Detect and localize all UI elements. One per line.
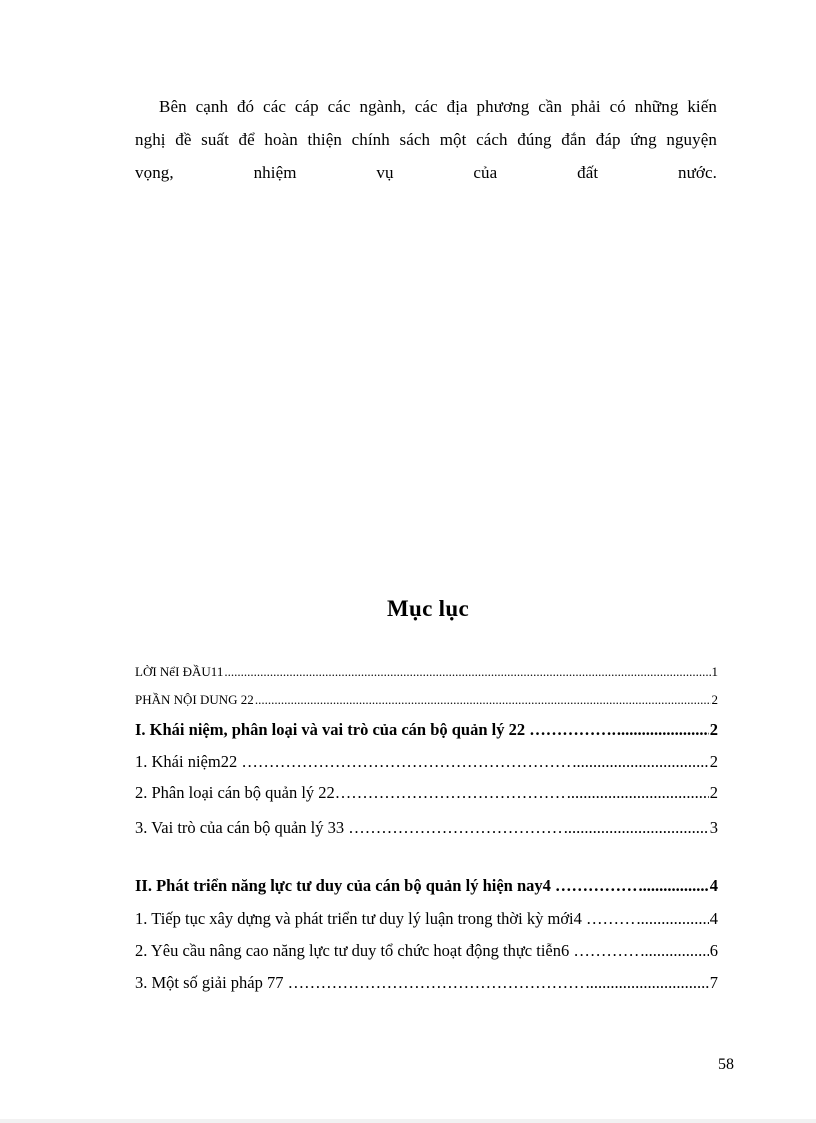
toc-entry-text: LỜI NểI ĐẦU11 — [135, 664, 224, 679]
toc-entry-2-1[interactable] — [135, 909, 718, 929]
page-number: 58 — [718, 1056, 734, 1073]
toc-entry-page: 3 — [709, 818, 718, 837]
toc-entry-page: 2 — [709, 752, 718, 771]
toc-leader-dots — [255, 692, 711, 708]
toc-entry-text: 2. Yêu cầu nâng cao năng lực tư duy tổ chức hoạt động thực tiễn6 ………… — [135, 941, 640, 960]
toc-entry-text: 2. Phân loại cán bộ quản lý 22…………………………………… — [135, 783, 566, 802]
toc-leader-dots — [586, 973, 709, 993]
toc-entry-text: 1. Tiếp tục xây dựng và phát triển tư duy lý luận trong thời kỳ mới4 ……… — [135, 909, 636, 928]
toc-entry-text: I. Khái niệm, phân loại và vai trò của cán bộ quản lý 22 ……………. — [135, 720, 616, 739]
toc-entry-page: 2 — [711, 692, 718, 707]
toc-entry-1-1[interactable] — [135, 752, 718, 772]
toc-entry-2-2[interactable] — [135, 941, 718, 961]
toc-leader-dots — [639, 876, 709, 896]
toc-entry-2-3[interactable] — [135, 973, 718, 993]
body-paragraph — [135, 90, 717, 189]
toc-leader-dots — [640, 941, 708, 961]
paragraph-line-3: vọng, nhiệm vụ của đất nước. — [135, 163, 717, 182]
toc-entry-section-2[interactable] — [135, 876, 718, 896]
toc-entry-phan-noi-dung[interactable] — [135, 692, 718, 708]
toc-entry-text: 3. Vai trò của cán bộ quản lý 33 ………………………………… — [135, 818, 563, 837]
toc-entry-page: 2 — [709, 720, 718, 739]
toc-entry-1-3[interactable] — [135, 818, 718, 838]
toc-entry-1-2[interactable] — [135, 783, 718, 803]
toc-leader-dots — [224, 664, 710, 680]
toc-entry-page: 4 — [709, 876, 718, 895]
toc-entry-page: 6 — [709, 941, 718, 960]
toc-entry-page: 7 — [709, 973, 718, 992]
paragraph-line-1: Bên cạnh đó các cáp các ngành, các địa phương cần phải có những kiến — [159, 97, 717, 116]
toc-leader-dots — [564, 818, 709, 838]
toc-title: Mục lục — [387, 596, 469, 621]
toc-entry-text: II. Phát triển năng lực tư duy của cán bộ quản lý hiện nay4 …………… — [135, 876, 638, 895]
toc-entry-page: 1 — [711, 664, 718, 679]
paragraph-line-2: nghị đề suất để hoàn thiện chính sách một cách đúng đắn đáp ứng nguyện — [135, 130, 717, 149]
toc-entry-page: 4 — [709, 909, 718, 928]
toc-entry-text: PHẦN NỘI DUNG 22 — [135, 692, 254, 707]
toc-entry-text: 1. Khái niệm22 …………………………………………………… — [135, 752, 572, 771]
toc-leader-dots — [567, 783, 709, 803]
page-edge-divider — [0, 1119, 816, 1123]
toc-entry-section-1[interactable] — [135, 720, 718, 740]
toc-leader-dots — [637, 909, 709, 929]
toc-leader-dots — [617, 720, 709, 740]
toc-entry-text: 3. Một số giải pháp 77 ……………………………………………… — [135, 973, 585, 992]
toc-entry-page: 2 — [709, 783, 718, 802]
toc-leader-dots — [572, 752, 708, 772]
toc-entry-loi-noi-dau[interactable] — [135, 664, 718, 680]
